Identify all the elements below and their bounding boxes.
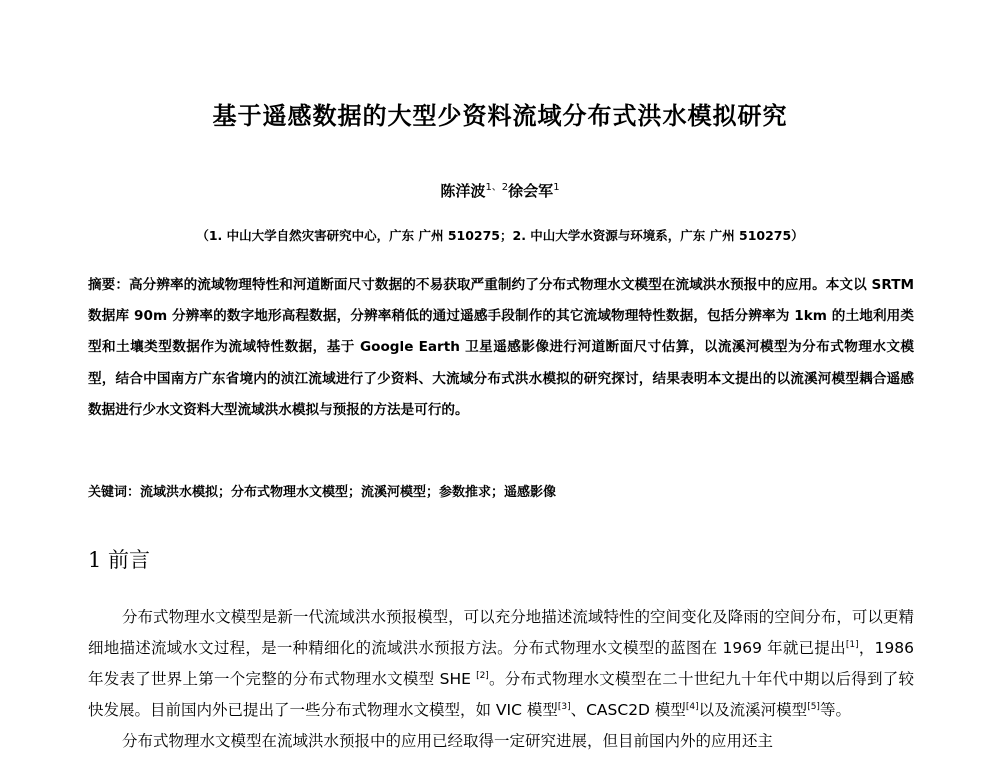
keywords-text: 流域洪水模拟；分布式物理水文模型；流溪河模型；参数推求；遥感影像 [140,485,557,500]
citation-ref: [1] [845,639,859,650]
paper-title: 基于遥感数据的大型少资料流域分布式洪水模拟研究 [212,102,788,130]
author-name: 陈洋波 [440,182,486,200]
author-affiliation-mark: 1、2 [485,182,509,193]
paragraph-text: 、CASC2D 模型 [570,701,686,719]
citation-ref: [3] [557,701,571,712]
body-paragraph [88,602,914,726]
paragraph-text: 分布式物理水文模型是新一代流域洪水预报模型，可以充分地描述流域特性的空间变化及降雨的空间分布，可以更精细地描述流域水文过程，是一种精细化的流域洪水预报方法。分布式物理水文模型的蓝图在 1969 年就已提出 [88,608,914,657]
citation-ref: [2] [476,670,489,681]
keywords-label: 关键词： [88,485,141,500]
abstract-text: 高分辨率的流域物理特性和河道断面尺寸数据的不易获取严重制约了分布式物理水文模型在流域洪水预报中的应用。本文以 SRTM 数据库 90m 分辨率的数字地形高程数据，分辨率稍低的通过遥感手段制作的其它流域物理特性数据，包括分辨率为 1km 的土地利用类型和土壤类型数据作为流域特性数据，基于 Google Earth 卫星遥感影像进行河道断面尺寸估算，以流溪河模型为分布式物理水文模型，结合中国南方广东省境内的浈江流域进行了少资料、大流域分布式洪水模拟的研究探讨，结果表明本文提出的以流溪河模型耦合遥感数据进行少水文资料大型流域洪水模拟与预报的方法是可行的。 [88,277,915,418]
keywords [88,478,914,508]
section-heading: 1 前言 [88,548,151,572]
body-paragraph: 分布式物理水文模型在流域洪水预报中的应用已经取得一定研究进展，但目前国内外的应用还主 [122,732,774,750]
paragraph-text: 以及流溪河模型 [698,701,808,719]
abstract [88,270,914,426]
body-text [88,602,914,757]
author-line [0,178,1000,201]
paragraph-text: 。分布式物理水文模型在二十世纪九十年代中期以后得到了较快发展。目前国内外已提出了一些分布式物理水文模型，如 VIC 模型 [88,670,914,719]
citation-ref: [5] [807,701,820,712]
author-name: 徐会军 [508,182,554,200]
author-affiliation-mark: 1 [553,182,560,193]
citation-ref: [4] [685,701,699,712]
paragraph-text: ，1986 年发表了世界上第一个完整的分布式物理水文模型 SHE [88,639,914,688]
abstract-label: 摘要： [88,277,129,293]
affiliation-line: （1. 中山大学自然灾害研究中心，广东 广州 510275；2. 中山大学水资源与环境系，广东 广州 510275） [196,228,804,243]
paragraph-text: 等。 [819,701,851,719]
